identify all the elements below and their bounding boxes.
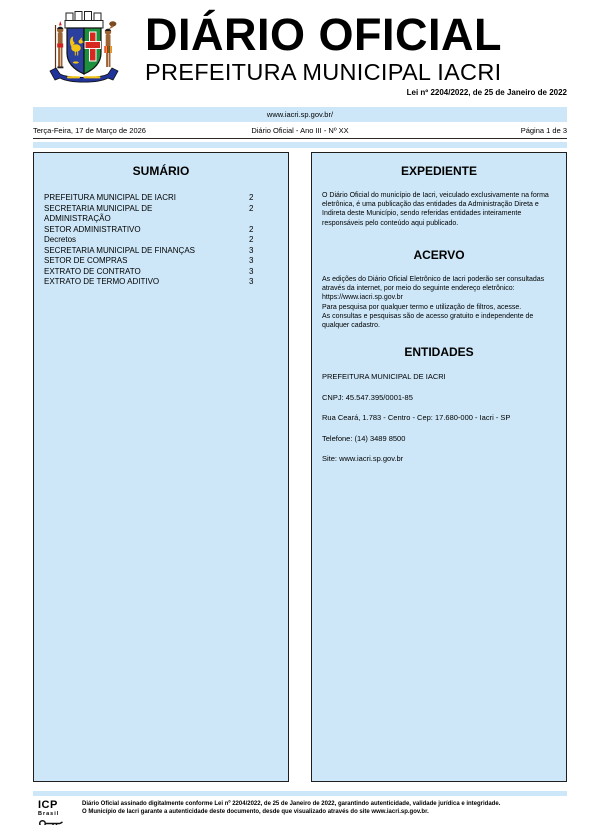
expediente-title: EXPEDIENTE (400, 164, 478, 178)
entidades-title: ENTIDADES (404, 345, 474, 360)
sumario-item-label: EXTRATO DE TERMO ADITIVO (44, 277, 160, 287)
sumario-item (44, 225, 278, 236)
acervo-title: ACERVO (413, 247, 465, 262)
divider-bar-bottom (33, 791, 567, 796)
signature-footer (38, 800, 567, 825)
acervo-line: Para pesquisa por qualquer termo e utilização de filtros, acesse. (322, 303, 522, 311)
sumario-item-page: 3 (249, 277, 254, 287)
sumario-item-page: 2 (249, 203, 254, 213)
sumario-item-label: SECRETARIA MUNICIPAL DE ADMINISTRAÇÃO (44, 203, 153, 224)
sumario-panel (33, 152, 289, 782)
title-block (145, 10, 502, 100)
acervo-text (322, 275, 556, 330)
divider-bar-top (33, 142, 567, 148)
coat-of-arms-icon (33, 10, 135, 102)
law-reference: Lei nº 2204/2022, de 25 de Janeiro de 2022 (406, 88, 567, 97)
sumario-item-label: EXTRATO DE CONTRATO (44, 266, 141, 276)
signature-line-2: O Município de Iacri garante a autenticidade deste documento, desde que visualizado através do site www.iacri.sp.gov.br. (82, 808, 429, 815)
main-columns (33, 152, 567, 782)
sumario-item-label: SETOR ADMINISTRATIVO (44, 224, 141, 234)
sumario-item (44, 204, 278, 225)
icp-brasil-logo (38, 800, 72, 825)
sumario-item-page: 2 (249, 224, 254, 234)
signature-line-1: Diário Oficial assinado digitalmente conforme Lei nº 2204/2022, de 25 de Janeiro de 2022, garantindo autenticidade, validade jurídica e integridade. (82, 801, 501, 807)
sumario-item (44, 193, 278, 204)
page-title: DIÁRIO OFICIAL (145, 9, 502, 60)
sumario-item-label: SETOR DE COMPRAS (44, 256, 128, 266)
icp-logo-subtext: Brasil (38, 810, 60, 817)
website-bar: www.iacri.sp.gov.br/ (33, 107, 567, 122)
entidades-line: Site: www.iacri.sp.gov.br (322, 454, 404, 464)
expediente-text: O Diário Oficial do município de Iacri, veiculado exclusivamente na forma eletrônica, é uma publicação das entidades da Administração Direta e Indireta deste Município, sendo referidas entidades inteiramente responsáveis pelo conteúdo aqui publicado. (322, 192, 549, 227)
sumario-item-label: PREFEITURA MUNICIPAL DE IACRI (44, 193, 177, 202)
sumario-item (44, 256, 278, 267)
sumario-item-page: 2 (249, 235, 254, 245)
masthead (0, 10, 600, 100)
sumario-item (44, 246, 278, 257)
sumario-item-page: 3 (249, 256, 254, 266)
sumario-item (44, 277, 278, 288)
entidades-line: CNPJ: 45.547.395/0001-85 (322, 392, 413, 402)
entidades-line: PREFEITURA MUNICIPAL DE IACRI (322, 372, 446, 382)
sumario-item-page: 3 (249, 266, 254, 276)
sumario-list (44, 193, 278, 288)
municipal-coat-of-arms (33, 10, 135, 100)
info-panel (311, 152, 567, 782)
entidades-line: Telefone: (14) 3489 8500 (322, 433, 406, 443)
sumario-item-page: 3 (249, 245, 254, 255)
acervo-line: As edições do Diário Oficial Eletrônico de Iacri poderão ser consultadas através da internet, por meio do seguinte endereço eletrônico: https://www.iacri.sp.gov.br (322, 275, 545, 302)
sumario-item-label: Decretos (44, 235, 77, 245)
key-icon (38, 818, 64, 825)
sumario-item (44, 267, 278, 278)
page-indicator: Página 1 de 3 (520, 126, 567, 135)
icp-logo-text: ICP (38, 799, 58, 811)
acervo-line: As consultas e pesquisas são de acesso gratuito e independente de qualquer cadastro. (322, 312, 534, 330)
entidades-line: Rua Ceará, 1.783 - Centro - Cep: 17.680-000 - Iacri - SP (322, 413, 511, 423)
entidades-list (322, 372, 556, 463)
sumario-title: SUMÁRIO (132, 164, 190, 178)
sumario-item-page: 2 (249, 193, 254, 202)
signature-text (82, 800, 500, 817)
edition-date: Terça-Feira, 17 de Março de 2026 (33, 126, 146, 135)
edition-info-row (33, 122, 567, 139)
sumario-item-label: SECRETARIA MUNICIPAL DE FINANÇAS (44, 245, 195, 255)
page-subtitle: PREFEITURA MUNICIPAL IACRI (145, 59, 502, 85)
edition-number: Diário Oficial - Ano III - Nº XX (251, 126, 349, 135)
sumario-item (44, 235, 278, 246)
